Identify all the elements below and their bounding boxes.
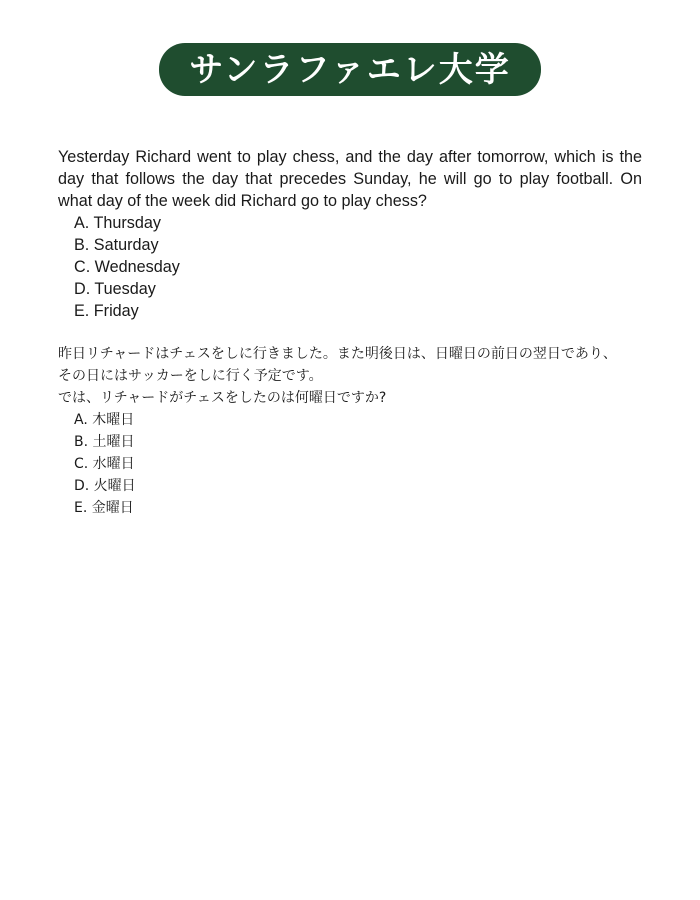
english-option-d: D. Tuesday: [74, 280, 156, 298]
university-title: サンラファエレ大学: [189, 49, 511, 90]
japanese-question-line-1: 昨日リチャードはチェスをしに行きました。また明後日は、日曜日の前日の翌日であり、: [58, 346, 617, 362]
university-header-badge: [159, 43, 541, 96]
japanese-option-e: E. 金曜日: [74, 500, 134, 516]
japanese-question-line-3: では、リチャードがチェスをしたのは何曜日ですか?: [58, 390, 387, 406]
japanese-question-block: [58, 343, 658, 519]
english-option-a: A. Thursday: [74, 214, 161, 232]
english-option-e: E. Friday: [74, 302, 139, 320]
japanese-option-b: B. 土曜日: [74, 434, 135, 450]
english-options-list: [58, 212, 642, 322]
japanese-question-line-2: その日にはサッカーをしに行く予定です。: [58, 368, 323, 384]
japanese-option-c: C. 水曜日: [74, 456, 135, 472]
english-option-b: B. Saturday: [74, 236, 159, 254]
english-question-block: [58, 146, 642, 322]
japanese-options-list: [58, 409, 658, 519]
english-question-text: Yesterday Richard went to play chess, and the day after tomorrow, which is the day that follows the day that precedes Sunday, he will go to play football. On what day of the week did Richard go to play chess?: [58, 148, 642, 210]
japanese-option-a: A. 木曜日: [74, 412, 135, 428]
japanese-option-d: D. 火曜日: [74, 478, 136, 494]
english-option-c: C. Wednesday: [74, 258, 180, 276]
